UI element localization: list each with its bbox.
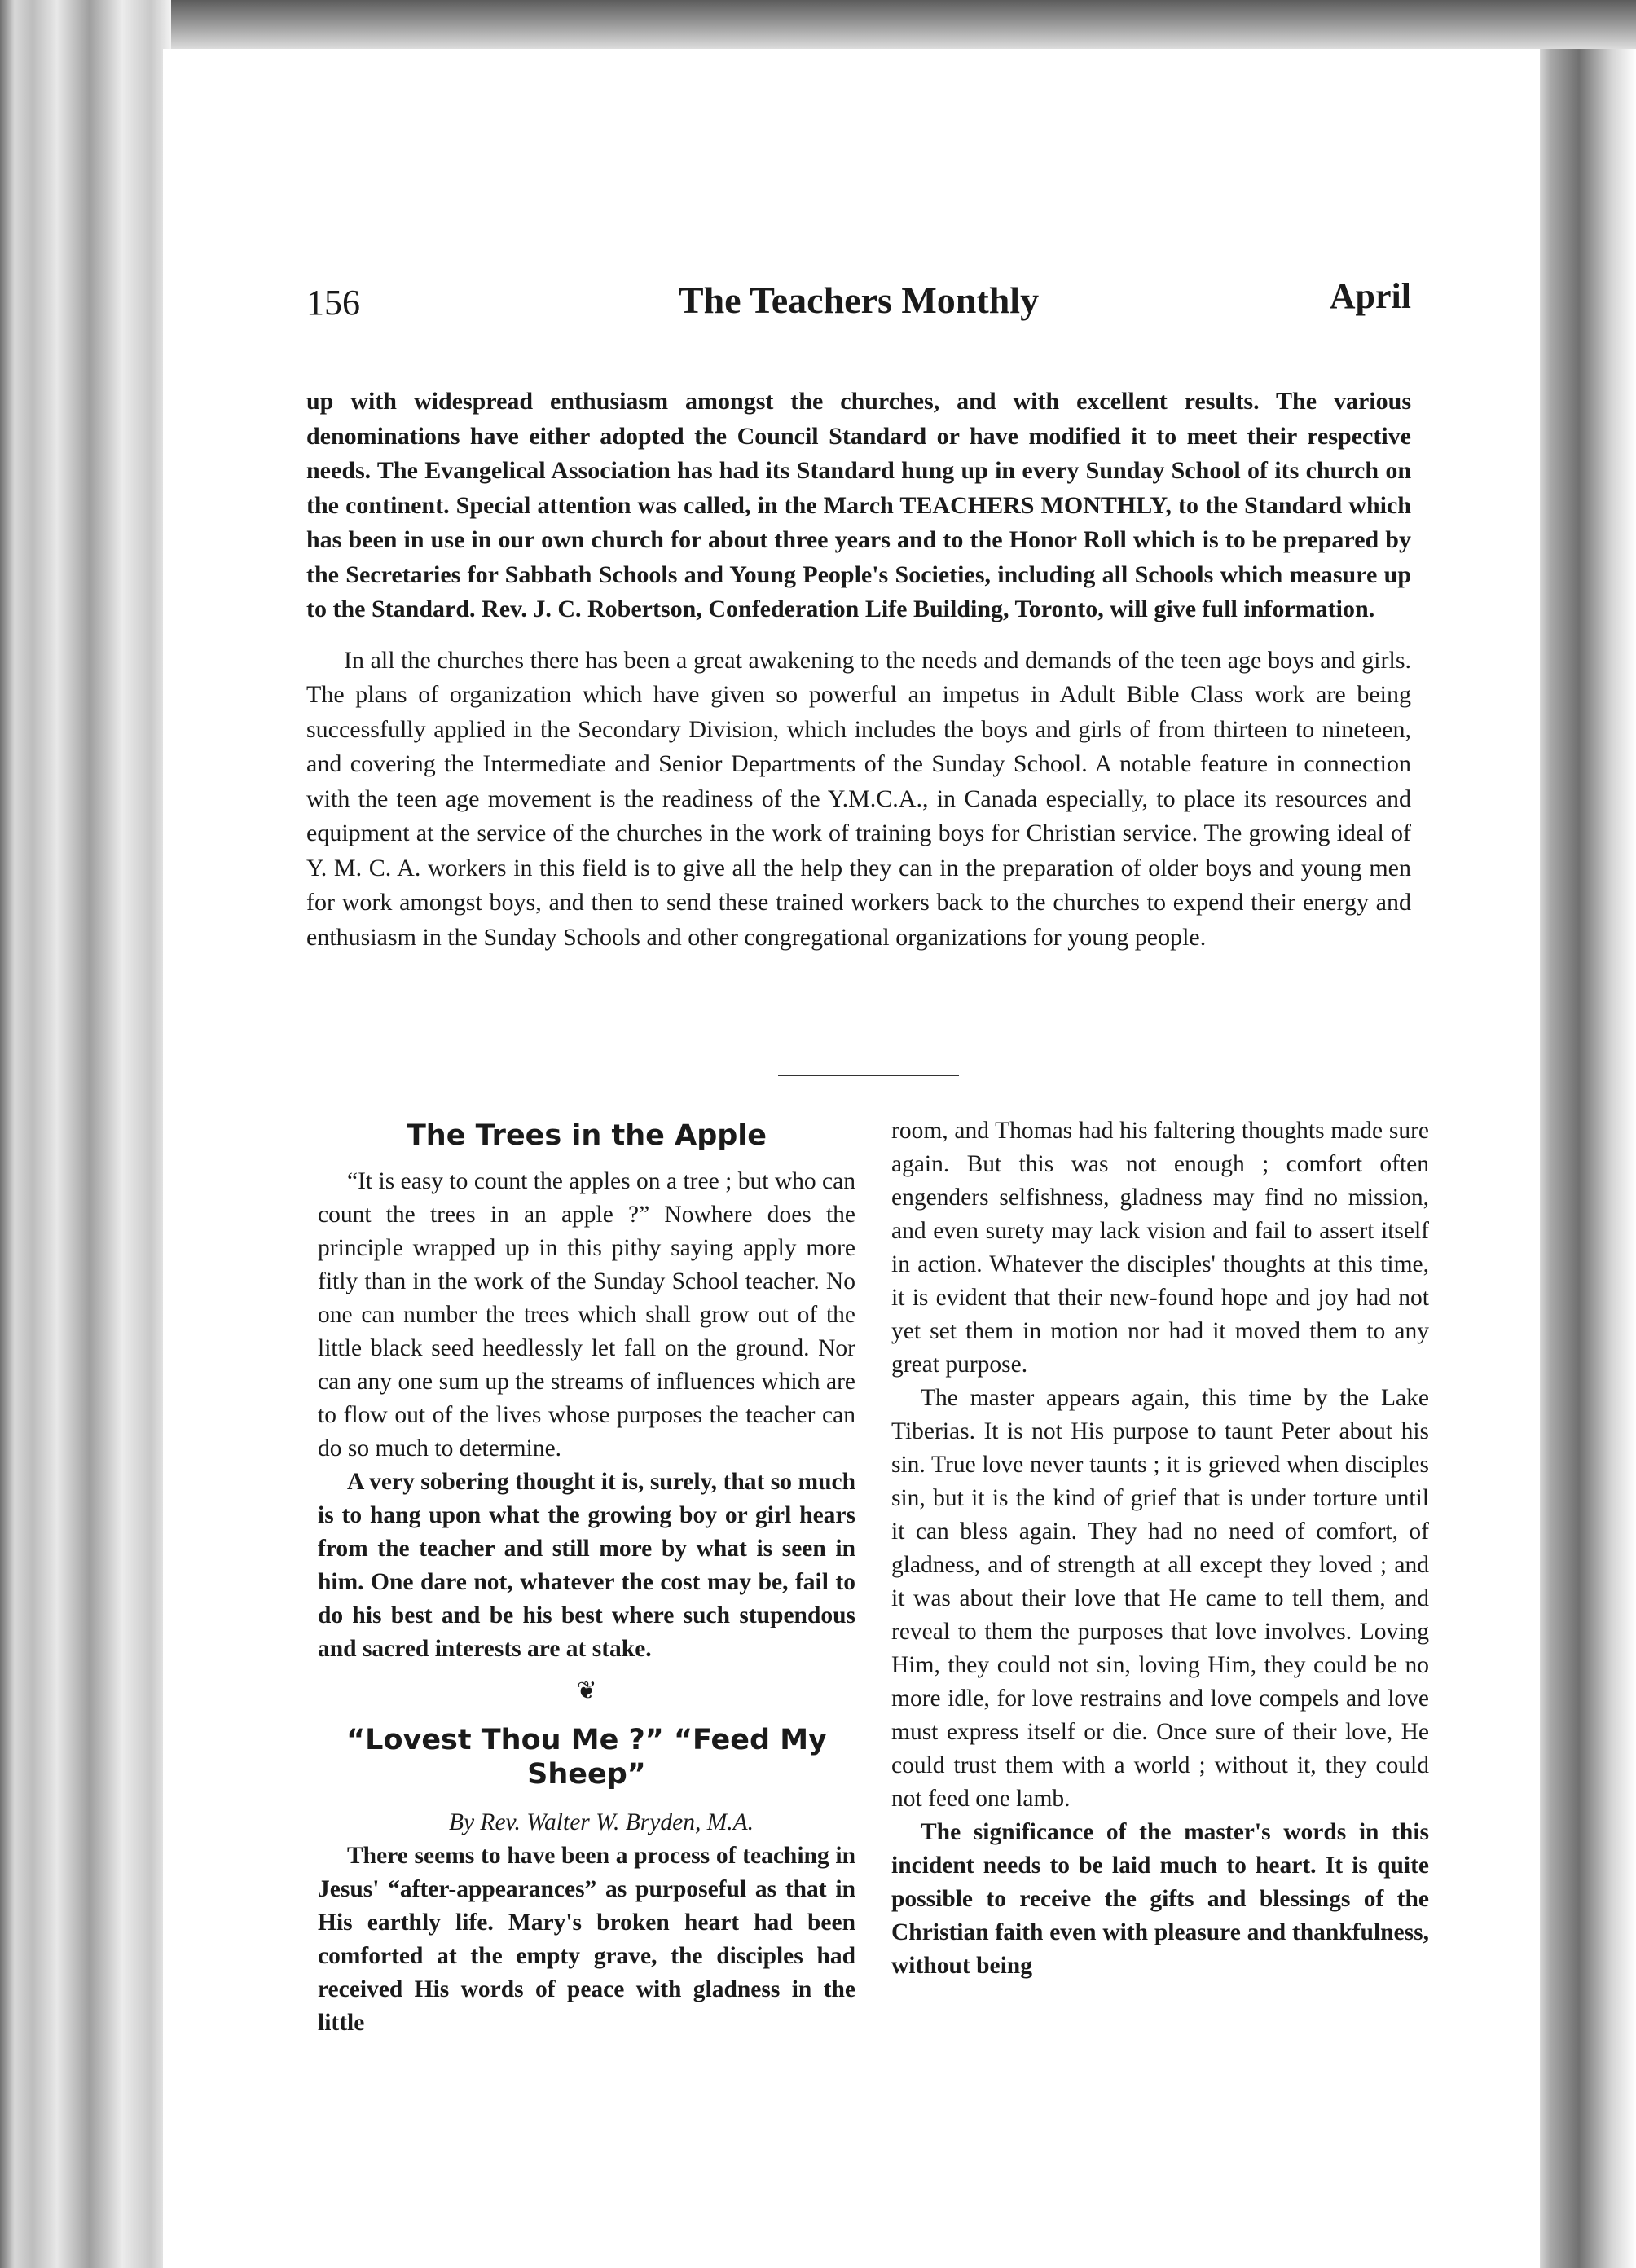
heading-line: Sheep”	[527, 1758, 646, 1791]
paragraph: up with widespread enthusiasm amongst the churches, and with excellent results. The various denominations have either adopted the Council Standard or have modified it to meet their respective needs. The Evangelical Association has had its Standard hung up in every Sunday School of its church on the continent. Special attention was called, in the March TEACHERS MONTHLY, to the Standard which has been in use in our own church for about three years and to the Honor Roll which is to be prepared by the Secretaries for Sabbath Schools and Young People's Societies, including all Schools which measure up to the Standard. Rev. J. C. Robertson, Confederation Life Building, Toronto, will give full information.	[306, 388, 1411, 622]
page-number: 156	[306, 283, 360, 323]
article-heading	[318, 1723, 855, 1791]
paragraph: room, and Thomas had his faltering thoughts made sure again. But this was not enough ; comfort often engenders selfishness, gladness may find no mission, and even surety may lack vision and fail to assert itself in action. Whatever the disciples' thoughts at this time, it is evident that their new-found hope and joy had not yet set them in motion nor had it moved them to any great purpose.	[891, 1118, 1429, 1378]
continued-article	[306, 385, 1411, 955]
section-divider	[778, 1075, 959, 1076]
paragraph: A very sobering thought it is, surely, that so much is to hang upon what the growing boy or girl hears from the teacher and still more by what is seen in him. One dare not, whatever the cost may be, fail to do his best and be his best where such stupendous and sacred interests are at stake.	[318, 1469, 855, 1662]
right-column	[891, 1114, 1429, 1983]
paragraph: “It is easy to count the apples on a tree ; but who can count the trees in an apple ?” Nowhere does the principle wrapped up in this pithy saying apply more fitly than in the work of the Sunday School teacher. No one can number the trees which shall grow out of the little black seed heedlessly let fall on the ground. Nor can any one sum up the streams of influences which are to flow out of the lives whose purposes the teacher can do so much to determine.	[318, 1168, 855, 1461]
byline: By Rev. Walter W. Bryden, M.A.	[448, 1809, 754, 1835]
book-gutter-shadow	[1530, 49, 1636, 2268]
book-page-edges	[0, 0, 171, 2268]
paragraph: The significance of the master's words in this incident needs to be laid much to heart. It is quite possible to receive the gifts and blessings of the Christian faith even with pleasure and thankfulness, without being	[891, 1819, 1429, 1979]
heading-line: “Lovest Thou Me ?” “Feed My	[346, 1724, 827, 1756]
book-page	[163, 49, 1540, 2268]
left-column	[318, 1114, 855, 2040]
issue-month: April	[1329, 276, 1411, 316]
paragraph: In all the churches there has been a great awakening to the needs and demands of the teen age boys and girls. The plans of organization which have given so powerful an impetus in Adult Bible Class work are being successfully applied in the Secondary Division, which includes the boys and girls of from thirteen to nineteen, and covering the Intermediate and Senior Departments of the Sunday School. A notable feature in connection with the teen age movement is the readiness of the Y.M.C.A., in Canada especially, to place its resources and equipment at the service of the churches in the work of training boys for Christian service. The growing ideal of Y. M. C. A. workers in this field is to give all the help they can in the preparation of older boys and young men for work amongst boys, and then to send these trained workers back to the churches to expend their energy and enthusiasm in the Sunday Schools and other congregational organizations for young people.	[306, 646, 1411, 951]
paragraph: There seems to have been a process of teaching in Jesus' “after-appearances” as purposeful as that in His earthly life. Mary's broken heart had been comforted at the empty grave, the disciples had received His words of peace with gladness in the little	[318, 1843, 855, 2036]
paragraph: The master appears again, this time by the Lake Tiberias. It is not His purpose to taunt Peter about his sin. True love never taunts ; it is grieved when disciples sin, but it is the kind of grief that is under torture until it can bless again. They had no need of comfort, of gladness, and of strength at all except they loved ; and it was about their love that He came to tell them, and reveal to them the purposes that love involves. Loving Him, they could not sin, loving Him, they could be no more idle, for love restrains and love compels and love must express itself or die. Once sure of their love, He could trust them with a world ; without it, they could not feed one lamb.	[891, 1385, 1429, 1812]
journal-title: The Teachers Monthly	[678, 279, 1040, 321]
article-heading: The Trees in the Apple	[406, 1119, 767, 1152]
ornament-icon: ❦	[576, 1677, 597, 1704]
running-header	[306, 267, 1411, 341]
